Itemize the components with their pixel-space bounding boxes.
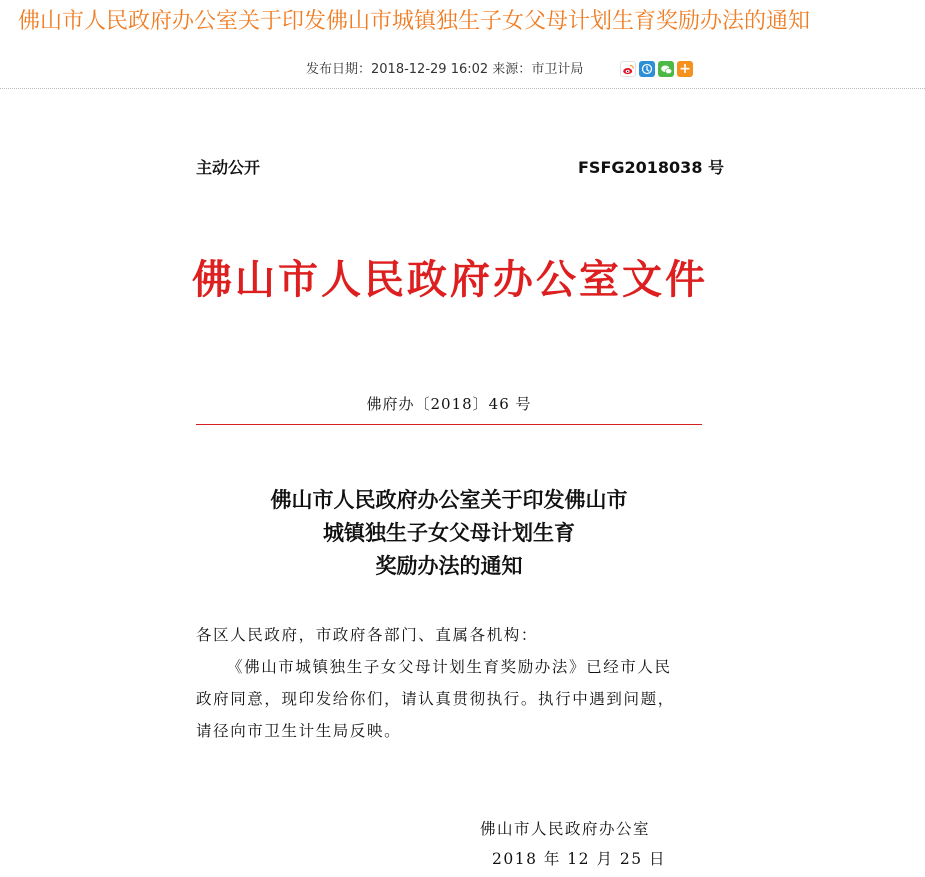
document-number: 佛府办〔2018〕46 号 bbox=[366, 395, 532, 413]
signature-date: 2018 年 12 月 25 日 bbox=[492, 850, 667, 868]
document-title-line: 奖励办法的通知 bbox=[375, 553, 523, 578]
document-body bbox=[196, 619, 702, 747]
publish-date: 2018-12-29 16:02 bbox=[371, 62, 489, 77]
body-line: 请径向市卫生计生局反映。 bbox=[196, 722, 402, 740]
body-line: 政府同意，现印发给你们，请认真贯彻执行。执行中遇到问题， bbox=[196, 690, 675, 708]
more-share-icon[interactable]: + bbox=[677, 61, 693, 77]
salutation: 各区人民政府，市政府各部门、直属各机构： bbox=[196, 626, 539, 644]
source-label: 来源： bbox=[488, 62, 532, 77]
red-divider-line bbox=[196, 424, 702, 425]
publish-date-label: 发布日期： bbox=[306, 62, 372, 77]
signature-block bbox=[480, 814, 666, 874]
disclosure-status: 主动公开 bbox=[196, 158, 261, 177]
document-title-line: 佛山市人民政府办公室关于印发佛山市 bbox=[270, 487, 628, 512]
source-value: 市卫计局 bbox=[531, 62, 584, 77]
body-line: 《佛山市城镇独生子女父母计划生育奖励办法》已经市人民 bbox=[227, 658, 672, 676]
red-header-title: 佛山市人民政府办公室文件 bbox=[192, 256, 708, 303]
document-title bbox=[196, 483, 702, 582]
page-title: 佛山市人民政府办公室关于印发佛山市城镇独生子女父母计划生育奖励办法的通知 bbox=[18, 9, 811, 34]
document-title-line: 城镇独生子女父母计划生育 bbox=[323, 520, 575, 545]
signature-office: 佛山市人民政府办公室 bbox=[480, 820, 651, 838]
document-code: FSFG2018038 号 bbox=[578, 158, 725, 177]
